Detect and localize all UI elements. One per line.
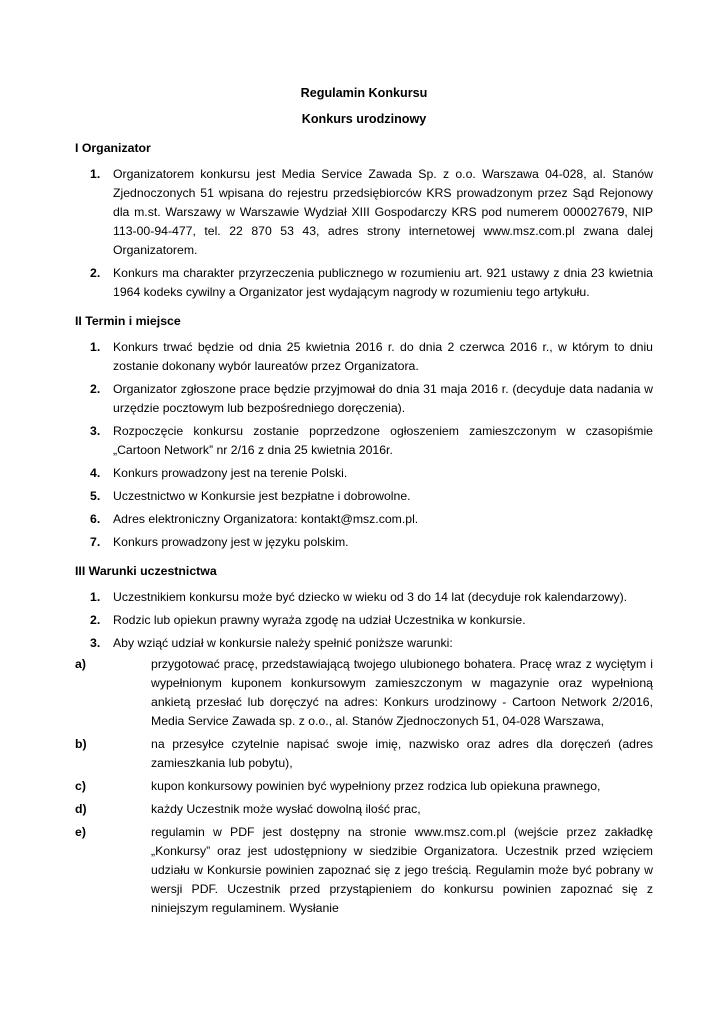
- item-text: Adres elektroniczny Organizatora: kontakt@msz.com.pl.: [113, 512, 419, 526]
- item-text: Organizatorem konkursu jest Media Service Zawada Sp. z o.o. Warszawa 04-028, al. Stanów Zjednoczonych 51 wpisana do rejestru przedsiębiorców KRS prowadzonym przez Sąd Rejonowy dla m.st. Warszawy w Warszawie Wydział XIII Gospodarczy KRS pod numerem 000027679, NIP 113-00-94-477, tel. 22 870 53 43, adres strony internetowej www.msz.com.pl zwana dalej Organizatorem.: [113, 167, 653, 257]
- item-number: 3.: [90, 636, 101, 650]
- list-item: [75, 264, 653, 302]
- list-item: [75, 634, 653, 918]
- item-text: Konkurs prowadzony jest na terenie Polski.: [113, 466, 348, 480]
- item-text: Konkurs trwać będzie od dnia 25 kwietnia 2016 r. do dnia 2 czerwca 2016 r., w którym to dniu zostanie dokonany wybór laureatów przez Organizatora.: [113, 340, 653, 373]
- list-item: [75, 422, 653, 460]
- document-subtitle: Konkurs urodzinowy: [301, 112, 427, 126]
- section-organizator: [75, 141, 653, 302]
- item-text: Rodzic lub opiekun prawny wyraża zgodę na udział Uczestnika w konkursie.: [113, 613, 526, 627]
- item-number: 2.: [90, 266, 101, 280]
- list-item: [75, 588, 653, 607]
- item-number: 6.: [90, 512, 101, 526]
- list-item: [75, 338, 653, 376]
- item-number: 1.: [90, 167, 101, 181]
- item-number: 1.: [90, 340, 101, 354]
- numbered-list: [75, 165, 653, 302]
- item-text: Uczestnikiem konkursu może być dziecko w wieku od 3 do 14 lat (decyduje rok kalendarzowy).: [113, 590, 628, 604]
- numbered-list: [75, 338, 653, 552]
- section-warunki: [75, 564, 653, 918]
- item-number: 1.: [90, 590, 101, 604]
- section-heading: II Termin i miejsce: [75, 314, 181, 328]
- sub-list-item: [75, 735, 653, 773]
- list-item: [75, 464, 653, 483]
- sub-list-item: [75, 800, 653, 819]
- section-heading: I Organizator: [75, 141, 151, 155]
- item-number: 3.: [90, 424, 101, 438]
- list-item: [75, 510, 653, 529]
- list-item: [75, 611, 653, 630]
- list-item: [75, 487, 653, 506]
- item-text: Uczestnictwo w Konkursie jest bezpłatne i dobrowolne.: [113, 489, 411, 503]
- section-heading: III Warunki uczestnictwa: [75, 564, 217, 578]
- item-text: Konkurs ma charakter przyrzeczenia publicznego w rozumieniu art. 921 ustawy z dnia 23 kwietnia 1964 kodeks cywilny a Organizator jest wydającym nagrody w rozumieniu tego artykułu.: [113, 266, 653, 299]
- item-text: Aby wziąć udział w konkursie należy spełnić poniższe warunki:: [113, 636, 453, 650]
- numbered-list: [75, 588, 653, 918]
- sub-list-item: [75, 823, 653, 918]
- item-number: 2.: [90, 382, 101, 396]
- document-title: Regulamin Konkursu: [300, 86, 428, 100]
- item-number: 7.: [90, 535, 101, 549]
- sub-item-text: na przesyłce czytelnie napisać swoje imię, nazwisko oraz adres dla doręczeń (adres zamieszkania lub pobytu),: [151, 737, 653, 770]
- item-letter: c): [75, 779, 86, 793]
- item-letter: a): [75, 657, 86, 671]
- list-item: [75, 165, 653, 260]
- item-letter: d): [75, 802, 87, 816]
- section-termin: [75, 314, 653, 552]
- list-item: [75, 380, 653, 418]
- item-text: Rozpoczęcie konkursu zostanie poprzedzone ogłoszeniem zamieszczonym w czasopiśmie „Cartoon Network” nr 2/16 z dnia 25 kwietnia 2016r.: [113, 424, 653, 457]
- item-number: 2.: [90, 613, 101, 627]
- item-text: Organizator zgłoszone prace będzie przyjmował do dnia 31 maja 2016 r. (decyduje data nadania w urzędzie pocztowym lub bezpośredniego doręczenia).: [113, 382, 653, 415]
- list-item: [75, 533, 653, 552]
- sub-item-text: kupon konkursowy powinien być wypełniony przez rodzica lub opiekuna prawnego,: [151, 779, 601, 793]
- item-number: 4.: [90, 466, 101, 480]
- sub-item-text: przygotować pracę, przedstawiającą twojego ulubionego bohatera. Pracę wraz z wyciętym i wypełnionym kuponem konkursowym zamieszczonym w magazynie oraz wypełnioną ankietą przesłać lub doręczyć na adres: Konkurs urodzinowy - Cartoon Network 2/2016, Media Service Zawada sp. z o.o., al. Stanów Zjednoczonych 51, 04-028 Warszawa,: [151, 657, 653, 728]
- item-number: 5.: [90, 489, 101, 503]
- sub-item-text: każdy Uczestnik może wysłać dowolną ilość prac,: [151, 802, 421, 816]
- sub-item-text: regulamin w PDF jest dostępny na stronie www.msz.com.pl (wejście przez zakładkę „Konkursy” oraz jest udostępniony w siedzibie Organizatora. Uczestnik przed wzięciem udziału w Konkursie powinien zapoznać się z jego treścią. Regulamin może być pobrany w wersji PDF. Uczestnik przed przystąpieniem do konkursu powinien zapoznać się z niniejszym regulaminem. Wysłanie: [151, 825, 653, 915]
- lettered-list: [75, 655, 653, 918]
- sub-list-item: [75, 777, 653, 796]
- item-text: Konkurs prowadzony jest w języku polskim.: [113, 535, 349, 549]
- item-letter: b): [75, 737, 87, 751]
- sub-list-item: [75, 655, 653, 731]
- item-letter: e): [75, 825, 86, 839]
